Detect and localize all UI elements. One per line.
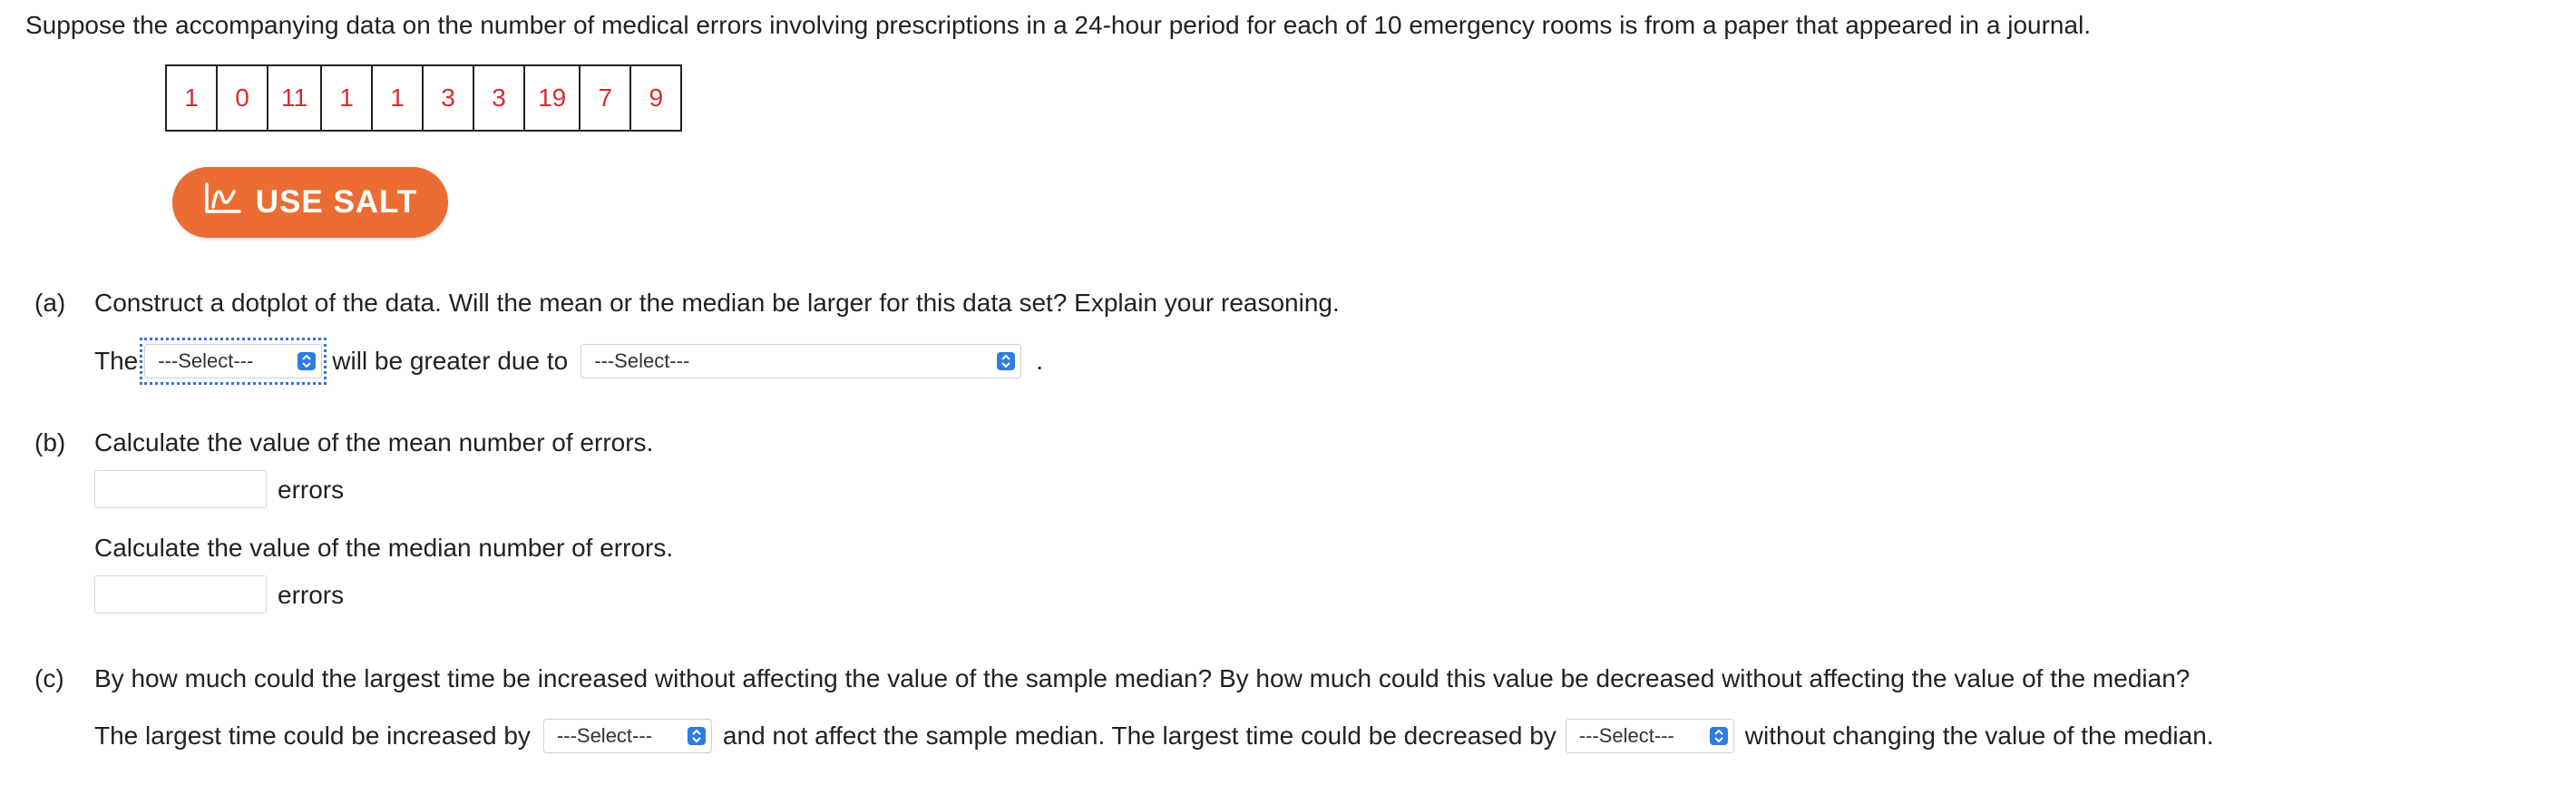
data-cell: 1 [166, 65, 217, 131]
part-c-text1: The largest time could be increased by [94, 721, 531, 750]
data-cell: 0 [217, 65, 268, 131]
part-a-answer-row [94, 338, 1043, 385]
part-c-question: By how much could the largest time be increased without affecting the value of the sample median? By how much could this value be decreased without affecting the value of the median? [94, 664, 2191, 692]
use-salt-button[interactable] [172, 167, 448, 238]
use-salt-label: USE SALT [255, 184, 418, 220]
select-value: ---Select--- [1578, 724, 1674, 747]
focus-ring [140, 338, 327, 385]
select-arrows-icon [298, 352, 316, 370]
part-b-label: (b) [34, 428, 66, 456]
data-cell: 7 [580, 65, 630, 131]
select-arrows-icon [997, 352, 1015, 370]
problem-intro: Suppose the accompanying data on the number of medical errors involving prescriptions in a 24-hour period for each of 10 emergency rooms is from a paper that appeared in a journal. [25, 11, 2092, 39]
part-a-prefix: The [94, 347, 139, 375]
data-cell: 1 [372, 65, 423, 131]
median-input[interactable] [94, 575, 267, 613]
table-row [166, 65, 681, 131]
median-unit: errors [278, 581, 345, 609]
data-cell: 1 [321, 65, 372, 131]
salt-chart-icon [203, 182, 256, 223]
part-c-label: (c) [34, 664, 64, 692]
data-cell: 19 [524, 65, 580, 131]
data-cell: 9 [630, 65, 681, 131]
part-a-label: (a) [34, 289, 66, 317]
select-value: ---Select--- [594, 349, 690, 372]
data-cell: 11 [268, 65, 321, 131]
data-table [165, 64, 682, 132]
part-a-middle: will be greater due to [332, 347, 569, 375]
part-a-suffix: . [1036, 347, 1043, 375]
increase-select[interactable] [543, 719, 712, 753]
part-a-question: Construct a dotplot of the data. Will the mean or the median be larger for this data set? Explain your reasoning. [94, 289, 1340, 317]
mean-median-select[interactable] [144, 344, 322, 378]
reason-select[interactable] [581, 344, 1021, 378]
data-cell: 3 [423, 65, 473, 131]
part-b-median-question: Calculate the value of the median number of errors. [94, 534, 674, 562]
part-c-answer-row [94, 719, 2214, 753]
select-value: ---Select--- [556, 724, 653, 747]
select-arrows-icon [1710, 727, 1728, 745]
mean-unit: errors [278, 476, 345, 504]
mean-input[interactable] [94, 470, 267, 508]
select-arrows-icon [688, 727, 706, 745]
part-c-text2: and not affect the sample median. The largest time could be decreased by [722, 721, 1556, 750]
part-b-mean-question: Calculate the value of the mean number of errors. [94, 428, 654, 456]
data-cell: 3 [473, 65, 524, 131]
select-value: ---Select--- [158, 349, 254, 372]
decrease-select[interactable] [1566, 719, 1734, 753]
part-c-text3: without changing the value of the median. [1744, 721, 2214, 750]
